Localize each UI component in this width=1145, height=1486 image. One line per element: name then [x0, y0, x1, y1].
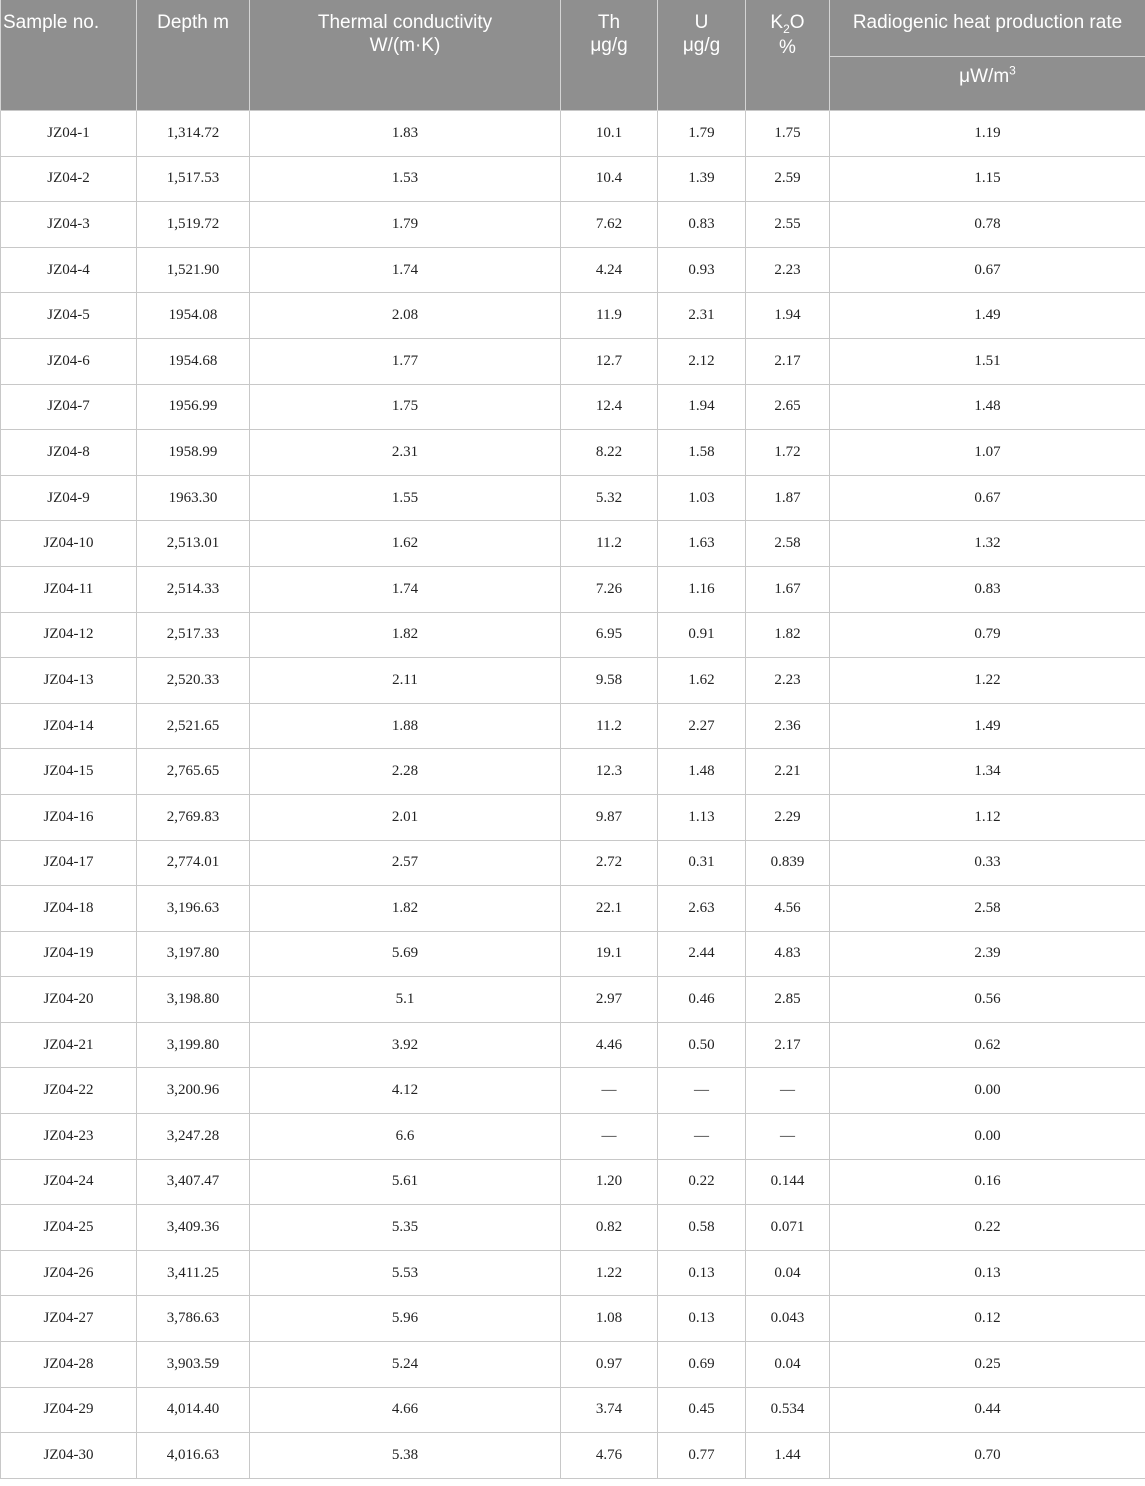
cell-th: 0.82: [561, 1205, 658, 1251]
cell-thermal-conductivity: 3.92: [250, 1022, 561, 1068]
cell-sample-no: JZ04-14: [1, 703, 137, 749]
table-row: [1, 977, 1145, 1023]
cell-th: 4.24: [561, 247, 658, 293]
cell-radiogenic-heat: 1.34: [830, 749, 1145, 795]
cell-k2o: 1.44: [746, 1433, 830, 1479]
header-radiogenic-unit: $\mu W/m^3$: [830, 57, 1145, 111]
cell-th: 2.97: [561, 977, 658, 1023]
cell-sample-no: JZ04-26: [1, 1250, 137, 1296]
table-row: [1, 1068, 1145, 1114]
cell-sample-no: JZ04-30: [1, 1433, 137, 1479]
cell-k2o: 0.144: [746, 1159, 830, 1205]
table-row: [1, 1022, 1145, 1068]
cell-u: 2.63: [658, 886, 746, 932]
table-row: [1, 521, 1145, 567]
cell-k2o: 2.55: [746, 202, 830, 248]
cell-u: 2.44: [658, 931, 746, 977]
cell-thermal-conductivity: 1.53: [250, 156, 561, 202]
cell-radiogenic-heat: 1.48: [830, 384, 1145, 430]
table-row: [1, 247, 1145, 293]
table-row: [1, 612, 1145, 658]
cell-k2o: 0.04: [746, 1342, 830, 1388]
header-depth: Depth m: [137, 0, 250, 111]
cell-radiogenic-heat: 0.22: [830, 1205, 1145, 1251]
cell-k2o: 2.29: [746, 794, 830, 840]
cell-depth: 3,200.96: [137, 1068, 250, 1114]
cell-k2o: 0.071: [746, 1205, 830, 1251]
cell-sample-no: JZ04-6: [1, 338, 137, 384]
cell-thermal-conductivity: 5.24: [250, 1342, 561, 1388]
cell-k2o: —: [746, 1114, 830, 1160]
table-row: [1, 384, 1145, 430]
table-row: [1, 658, 1145, 704]
cell-depth: 2,517.33: [137, 612, 250, 658]
cell-radiogenic-heat: 1.22: [830, 658, 1145, 704]
cell-th: —: [561, 1068, 658, 1114]
cell-k2o: 0.839: [746, 840, 830, 886]
cell-k2o: 2.65: [746, 384, 830, 430]
table-row: [1, 1114, 1145, 1160]
cell-radiogenic-heat: 0.62: [830, 1022, 1145, 1068]
table-row: [1, 703, 1145, 749]
cell-thermal-conductivity: 5.35: [250, 1205, 561, 1251]
cell-radiogenic-heat: 0.83: [830, 566, 1145, 612]
cell-radiogenic-heat: 0.00: [830, 1114, 1145, 1160]
cell-depth: 3,786.63: [137, 1296, 250, 1342]
cell-depth: 2,765.65: [137, 749, 250, 795]
table-row: [1, 293, 1145, 339]
cell-k2o: 1.67: [746, 566, 830, 612]
cell-depth: 1954.68: [137, 338, 250, 384]
cell-u: 0.69: [658, 1342, 746, 1388]
cell-k2o: 0.04: [746, 1250, 830, 1296]
cell-th: 10.1: [561, 111, 658, 157]
cell-th: 1.22: [561, 1250, 658, 1296]
cell-radiogenic-heat: 1.12: [830, 794, 1145, 840]
cell-u: —: [658, 1114, 746, 1160]
cell-thermal-conductivity: 4.66: [250, 1387, 561, 1433]
cell-th: 7.62: [561, 202, 658, 248]
cell-thermal-conductivity: 5.96: [250, 1296, 561, 1342]
cell-radiogenic-heat: 0.33: [830, 840, 1145, 886]
cell-radiogenic-heat: 0.70: [830, 1433, 1145, 1479]
cell-u: 0.13: [658, 1250, 746, 1296]
cell-u: 0.31: [658, 840, 746, 886]
cell-k2o: 1.87: [746, 475, 830, 521]
cell-thermal-conductivity: 1.77: [250, 338, 561, 384]
cell-sample-no: JZ04-3: [1, 202, 137, 248]
cell-radiogenic-heat: 0.56: [830, 977, 1145, 1023]
cell-depth: 1954.08: [137, 293, 250, 339]
cell-k2o: 2.17: [746, 338, 830, 384]
cell-th: 12.7: [561, 338, 658, 384]
cell-sample-no: JZ04-11: [1, 566, 137, 612]
cell-sample-no: JZ04-15: [1, 749, 137, 795]
cell-radiogenic-heat: 0.16: [830, 1159, 1145, 1205]
cell-th: 5.32: [561, 475, 658, 521]
cell-u: 1.13: [658, 794, 746, 840]
table-row: [1, 886, 1145, 932]
cell-sample-no: JZ04-28: [1, 1342, 137, 1388]
cell-depth: 3,199.80: [137, 1022, 250, 1068]
cell-thermal-conductivity: 2.01: [250, 794, 561, 840]
cell-thermal-conductivity: 1.82: [250, 612, 561, 658]
cell-radiogenic-heat: 0.44: [830, 1387, 1145, 1433]
cell-th: —: [561, 1114, 658, 1160]
cell-thermal-conductivity: 1.75: [250, 384, 561, 430]
table-row: [1, 156, 1145, 202]
table-row: [1, 749, 1145, 795]
table-row: [1, 1250, 1145, 1296]
cell-depth: 2,521.65: [137, 703, 250, 749]
cell-sample-no: JZ04-4: [1, 247, 137, 293]
cell-depth: 3,197.80: [137, 931, 250, 977]
table-row: [1, 1296, 1145, 1342]
header-thermal-conductivity: Thermal conductivity W/(m·K): [250, 0, 561, 111]
cell-sample-no: JZ04-21: [1, 1022, 137, 1068]
cell-radiogenic-heat: 0.67: [830, 475, 1145, 521]
cell-th: 3.74: [561, 1387, 658, 1433]
cell-depth: 2,514.33: [137, 566, 250, 612]
cell-radiogenic-heat: 1.51: [830, 338, 1145, 384]
cell-thermal-conductivity: 1.88: [250, 703, 561, 749]
cell-thermal-conductivity: 2.11: [250, 658, 561, 704]
cell-u: 0.45: [658, 1387, 746, 1433]
cell-th: 19.1: [561, 931, 658, 977]
cell-depth: 3,198.80: [137, 977, 250, 1023]
table-row: [1, 931, 1145, 977]
cell-u: 0.77: [658, 1433, 746, 1479]
header-th: Th μg/g: [561, 0, 658, 111]
cell-u: 0.13: [658, 1296, 746, 1342]
cell-th: 12.3: [561, 749, 658, 795]
cell-k2o: 4.83: [746, 931, 830, 977]
cell-u: 0.91: [658, 612, 746, 658]
cell-u: 0.83: [658, 202, 746, 248]
cell-radiogenic-heat: 1.32: [830, 521, 1145, 567]
cell-radiogenic-heat: 1.15: [830, 156, 1145, 202]
cell-sample-no: JZ04-23: [1, 1114, 137, 1160]
cell-depth: 3,411.25: [137, 1250, 250, 1296]
cell-thermal-conductivity: 2.28: [250, 749, 561, 795]
table-header: [1, 0, 1145, 111]
cell-depth: 4,014.40: [137, 1387, 250, 1433]
cell-th: 11.2: [561, 703, 658, 749]
cell-depth: 3,247.28: [137, 1114, 250, 1160]
cell-th: 7.26: [561, 566, 658, 612]
cell-radiogenic-heat: 2.58: [830, 886, 1145, 932]
cell-depth: 3,196.63: [137, 886, 250, 932]
cell-sample-no: JZ04-17: [1, 840, 137, 886]
cell-depth: 1956.99: [137, 384, 250, 430]
cell-k2o: 2.36: [746, 703, 830, 749]
cell-thermal-conductivity: 1.83: [250, 111, 561, 157]
cell-thermal-conductivity: 1.74: [250, 247, 561, 293]
cell-thermal-conductivity: 5.69: [250, 931, 561, 977]
cell-thermal-conductivity: 1.82: [250, 886, 561, 932]
cell-th: 0.97: [561, 1342, 658, 1388]
cell-thermal-conductivity: 1.55: [250, 475, 561, 521]
cell-radiogenic-heat: 1.07: [830, 430, 1145, 476]
cell-u: —: [658, 1068, 746, 1114]
cell-u: 1.16: [658, 566, 746, 612]
table-row: [1, 111, 1145, 157]
cell-thermal-conductivity: 1.79: [250, 202, 561, 248]
cell-radiogenic-heat: 1.49: [830, 293, 1145, 339]
cell-k2o: 1.94: [746, 293, 830, 339]
header-sample-no: Sample no.: [1, 0, 137, 111]
cell-thermal-conductivity: 5.1: [250, 977, 561, 1023]
cell-k2o: 2.23: [746, 658, 830, 704]
cell-sample-no: JZ04-19: [1, 931, 137, 977]
cell-k2o: 2.17: [746, 1022, 830, 1068]
cell-sample-no: JZ04-25: [1, 1205, 137, 1251]
table-row: [1, 202, 1145, 248]
cell-sample-no: JZ04-24: [1, 1159, 137, 1205]
cell-radiogenic-heat: 0.13: [830, 1250, 1145, 1296]
cell-th: 1.08: [561, 1296, 658, 1342]
header-u: U μg/g: [658, 0, 746, 111]
cell-thermal-conductivity: 6.6: [250, 1114, 561, 1160]
cell-thermal-conductivity: 5.53: [250, 1250, 561, 1296]
cell-u: 0.50: [658, 1022, 746, 1068]
cell-thermal-conductivity: 1.74: [250, 566, 561, 612]
cell-th: 12.4: [561, 384, 658, 430]
cell-u: 1.48: [658, 749, 746, 795]
cell-radiogenic-heat: 2.39: [830, 931, 1145, 977]
header-k2o: $K_2O$ %: [746, 0, 830, 111]
cell-th: 4.46: [561, 1022, 658, 1068]
cell-sample-no: JZ04-22: [1, 1068, 137, 1114]
cell-th: 1.20: [561, 1159, 658, 1205]
cell-depth: 1963.30: [137, 475, 250, 521]
cell-u: 1.79: [658, 111, 746, 157]
cell-th: 2.72: [561, 840, 658, 886]
cell-th: 11.2: [561, 521, 658, 567]
table-row: [1, 338, 1145, 384]
cell-k2o: 2.58: [746, 521, 830, 567]
cell-u: 1.63: [658, 521, 746, 567]
cell-u: 2.31: [658, 293, 746, 339]
cell-depth: 1,517.53: [137, 156, 250, 202]
cell-depth: 3,409.36: [137, 1205, 250, 1251]
table-body: [1, 111, 1145, 1479]
cell-depth: 3,903.59: [137, 1342, 250, 1388]
cell-u: 1.39: [658, 156, 746, 202]
cell-u: 0.93: [658, 247, 746, 293]
cell-depth: 2,774.01: [137, 840, 250, 886]
cell-th: 8.22: [561, 430, 658, 476]
cell-sample-no: JZ04-2: [1, 156, 137, 202]
cell-th: 6.95: [561, 612, 658, 658]
table-row: [1, 430, 1145, 476]
cell-radiogenic-heat: 0.67: [830, 247, 1145, 293]
cell-th: 11.9: [561, 293, 658, 339]
cell-sample-no: JZ04-5: [1, 293, 137, 339]
cell-depth: 2,520.33: [137, 658, 250, 704]
cell-k2o: 2.21: [746, 749, 830, 795]
cell-sample-no: JZ04-16: [1, 794, 137, 840]
cell-depth: 1,521.90: [137, 247, 250, 293]
cell-sample-no: JZ04-13: [1, 658, 137, 704]
cell-u: 2.27: [658, 703, 746, 749]
cell-u: 1.58: [658, 430, 746, 476]
cell-th: 9.58: [561, 658, 658, 704]
table-row: [1, 475, 1145, 521]
cell-depth: 2,513.01: [137, 521, 250, 567]
cell-k2o: 0.043: [746, 1296, 830, 1342]
table-row: [1, 1159, 1145, 1205]
cell-thermal-conductivity: 2.57: [250, 840, 561, 886]
table-row: [1, 794, 1145, 840]
cell-u: 0.58: [658, 1205, 746, 1251]
cell-u: 1.03: [658, 475, 746, 521]
cell-sample-no: JZ04-1: [1, 111, 137, 157]
cell-thermal-conductivity: 5.38: [250, 1433, 561, 1479]
cell-thermal-conductivity: 5.61: [250, 1159, 561, 1205]
cell-thermal-conductivity: 2.31: [250, 430, 561, 476]
cell-th: 10.4: [561, 156, 658, 202]
cell-k2o: 1.72: [746, 430, 830, 476]
table-row: [1, 1342, 1145, 1388]
cell-thermal-conductivity: 4.12: [250, 1068, 561, 1114]
cell-sample-no: JZ04-7: [1, 384, 137, 430]
cell-radiogenic-heat: 0.25: [830, 1342, 1145, 1388]
cell-k2o: 0.534: [746, 1387, 830, 1433]
cell-k2o: 1.82: [746, 612, 830, 658]
cell-u: 1.94: [658, 384, 746, 430]
cell-depth: 4,016.63: [137, 1433, 250, 1479]
cell-th: 9.87: [561, 794, 658, 840]
table-row: [1, 1205, 1145, 1251]
table-row: [1, 1387, 1145, 1433]
cell-k2o: 2.59: [746, 156, 830, 202]
cell-sample-no: JZ04-27: [1, 1296, 137, 1342]
cell-radiogenic-heat: 1.19: [830, 111, 1145, 157]
cell-thermal-conductivity: 1.62: [250, 521, 561, 567]
cell-sample-no: JZ04-18: [1, 886, 137, 932]
cell-u: 0.22: [658, 1159, 746, 1205]
cell-th: 22.1: [561, 886, 658, 932]
cell-depth: 2,769.83: [137, 794, 250, 840]
cell-sample-no: JZ04-9: [1, 475, 137, 521]
cell-k2o: 4.56: [746, 886, 830, 932]
cell-k2o: 2.23: [746, 247, 830, 293]
cell-radiogenic-heat: 1.49: [830, 703, 1145, 749]
cell-u: 0.46: [658, 977, 746, 1023]
cell-sample-no: JZ04-29: [1, 1387, 137, 1433]
cell-sample-no: JZ04-10: [1, 521, 137, 567]
table-row: [1, 1433, 1145, 1479]
cell-depth: 1,314.72: [137, 111, 250, 157]
cell-k2o: 1.75: [746, 111, 830, 157]
cell-radiogenic-heat: 0.00: [830, 1068, 1145, 1114]
table-row: [1, 566, 1145, 612]
cell-k2o: 2.85: [746, 977, 830, 1023]
cell-sample-no: JZ04-20: [1, 977, 137, 1023]
cell-k2o: —: [746, 1068, 830, 1114]
cell-u: 1.62: [658, 658, 746, 704]
cell-u: 2.12: [658, 338, 746, 384]
cell-sample-no: JZ04-8: [1, 430, 137, 476]
cell-thermal-conductivity: 2.08: [250, 293, 561, 339]
cell-th: 4.76: [561, 1433, 658, 1479]
cell-depth: 1958.99: [137, 430, 250, 476]
cell-radiogenic-heat: 0.12: [830, 1296, 1145, 1342]
cell-sample-no: JZ04-12: [1, 612, 137, 658]
cell-depth: 3,407.47: [137, 1159, 250, 1205]
cell-radiogenic-heat: 0.79: [830, 612, 1145, 658]
header-radiogenic-heat: Radiogenic heat production rate: [830, 0, 1145, 57]
table-row: [1, 840, 1145, 886]
cell-depth: 1,519.72: [137, 202, 250, 248]
cell-radiogenic-heat: 0.78: [830, 202, 1145, 248]
